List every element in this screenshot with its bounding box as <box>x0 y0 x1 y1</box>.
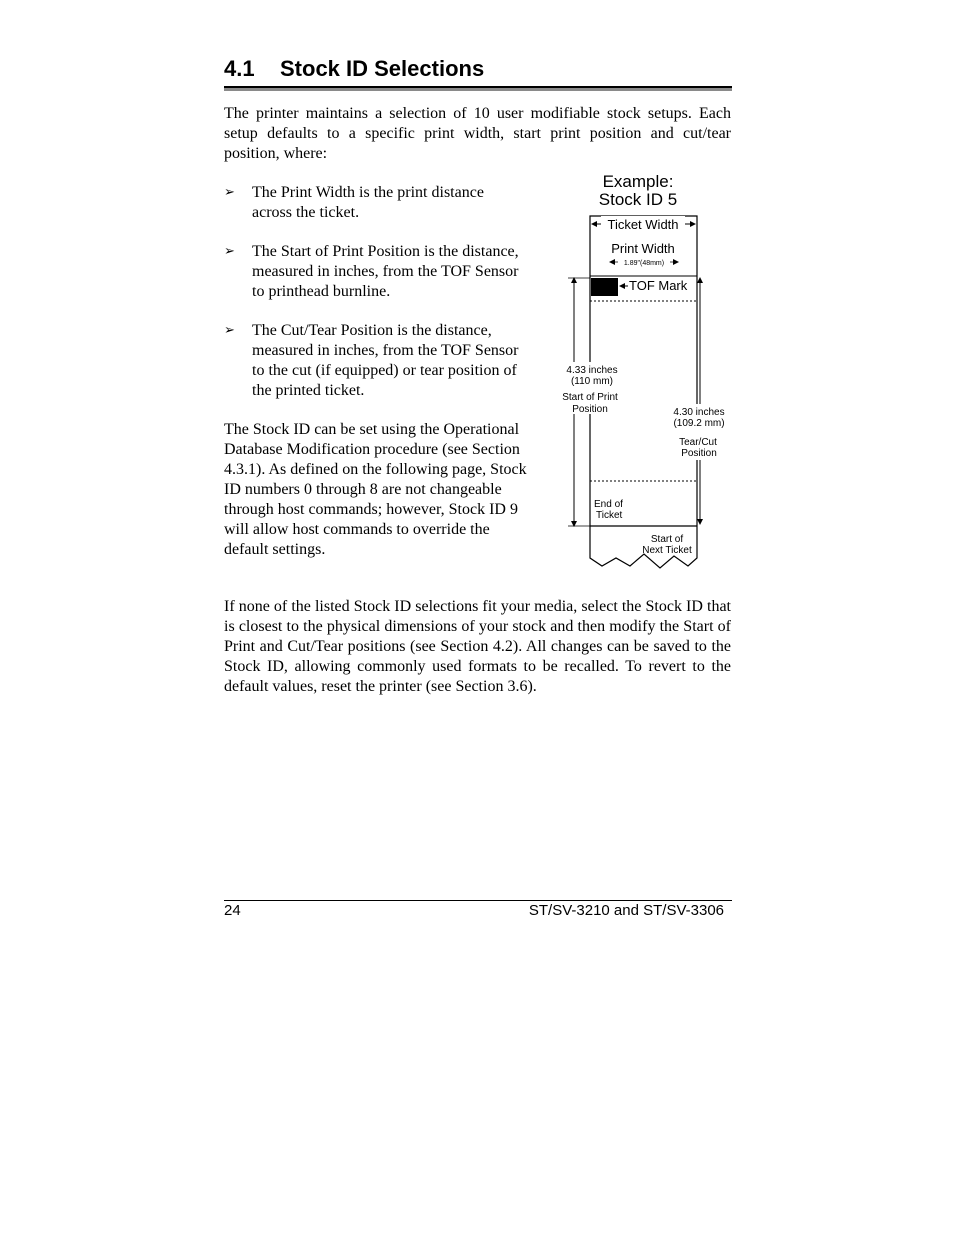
arrowhead-bullet-icon: ➢ <box>224 244 235 259</box>
next-ticket-label-2: Next Ticket <box>642 545 692 556</box>
diagram-title-line2: Stock ID 5 <box>598 190 678 209</box>
arrowhead-bullet-icon: ➢ <box>224 323 235 338</box>
next-ticket-label-1: Start of <box>650 534 684 545</box>
footer-model: ST/SV-3210 and ST/SV-3306 <box>528 902 724 919</box>
list-item <box>224 242 524 302</box>
section-number: 4.1 <box>224 56 255 81</box>
section-title: Stock ID Selections <box>280 56 485 81</box>
closing-paragraph: If none of the listed Stock ID selections fit your media, select the Stock ID that is closest to the physical dimensions of your stock and then modify the Start of Print and Cut/Tear positions (see Section 4.2). All changes can be saved to the Stock ID, allowing commonly used formats to be recalled. To revert to the default values, reset the printer (see Section 3.6). <box>224 598 731 695</box>
bullet-text: The Start of Print Position is the distance, measured in inches, from the TOF Sensor to printhead burnline. <box>252 243 519 300</box>
start-distance-mm: (110 mm) <box>570 376 614 387</box>
start-print-label-2: Position <box>572 404 608 415</box>
page-number: 24 <box>224 902 241 919</box>
cut-distance-mm: (109.2 mm) <box>673 418 725 429</box>
cut-position-label-1: Tear/Cut <box>679 437 717 448</box>
diagram-title-line1: Example: <box>602 172 674 191</box>
ticket-width-label: Ticket Width <box>607 217 679 232</box>
intro-paragraph: The printer maintains a selection of 10 user modifiable stock setups. Each setup defaults to a specific print width, start print position and cut/tear position, where: <box>224 105 731 162</box>
arrowhead-bullet-icon: ➢ <box>224 185 235 200</box>
list-item <box>224 321 524 401</box>
stock-id-paragraph: The Stock ID can be set using the Operational Database Modification procedure (see Section 4.3.1). As defined on the following page, Stock ID numbers 0 through 8 are not changeable through host commands; however, Stock ID 9 will allow host commands to override the default settings. <box>224 421 527 558</box>
tof-mark-block <box>591 278 618 296</box>
bullet-list <box>224 183 524 401</box>
end-of-ticket-label-1: End of <box>594 499 623 510</box>
print-width-value: 1.89"(48mm) <box>623 260 665 267</box>
list-item <box>224 183 524 223</box>
print-width-label: Print Width <box>611 241 675 256</box>
stock-id-diagram <box>556 168 736 578</box>
end-of-ticket-label-2: Ticket <box>596 510 623 521</box>
heading-rule <box>224 86 732 91</box>
cut-position-label-2: Position <box>681 448 717 459</box>
start-print-label-1: Start of Print <box>562 392 618 403</box>
tof-mark-label: TOF Mark <box>629 278 688 293</box>
cut-distance-inches: 4.30 inches <box>673 407 725 418</box>
section-heading <box>224 55 732 83</box>
footer-rule <box>224 900 732 901</box>
bullet-text: The Print Width is the print distance across the ticket. <box>252 184 484 221</box>
start-distance-inches: 4.33 inches <box>566 365 618 376</box>
bullet-text: The Cut/Tear Position is the distance, measured in inches, from the TOF Sensor to the cut (if equipped) or tear position of the printed ticket. <box>252 322 519 399</box>
